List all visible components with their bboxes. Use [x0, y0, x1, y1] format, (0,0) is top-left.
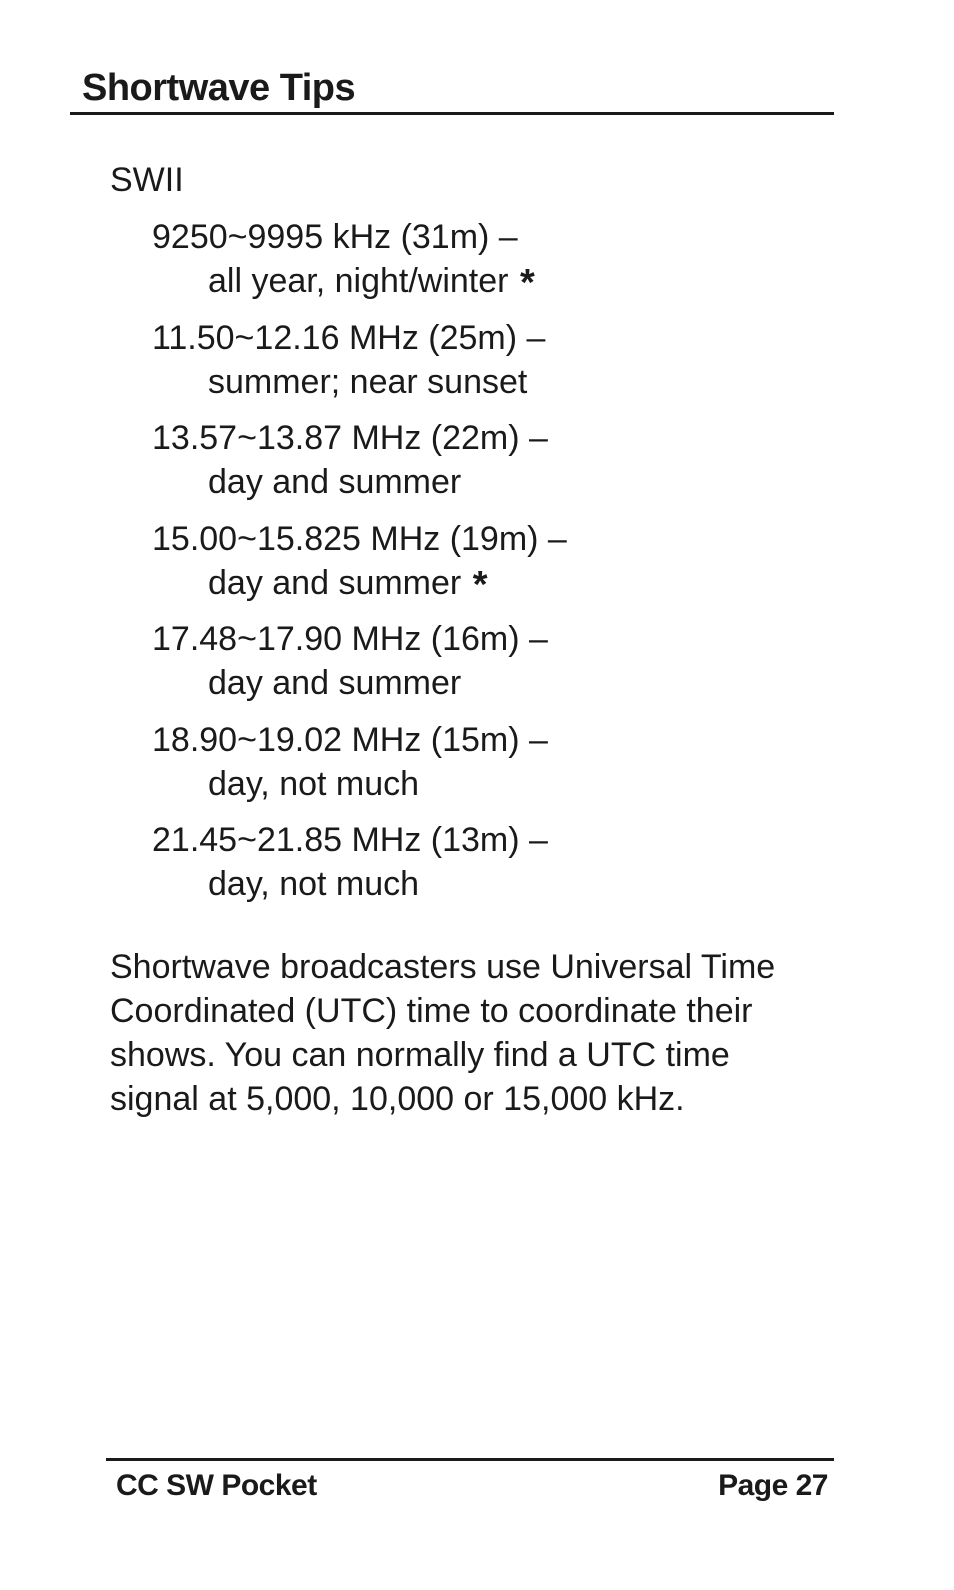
- band-note-text: all year, night/winter: [208, 262, 509, 300]
- band-note-text: day and summer: [208, 563, 462, 602]
- band-note-text: day, not much: [208, 865, 420, 903]
- band-note-text: day and summer: [208, 664, 462, 702]
- band-item: [152, 215, 852, 316]
- footer-publication: CC SW Pocket: [116, 1469, 317, 1502]
- band-note: [152, 762, 852, 806]
- band-item: [152, 818, 852, 919]
- page-title: Shortwave Tips: [82, 67, 356, 109]
- paragraph-line: shows. You can normally find a UTC time: [110, 1036, 730, 1074]
- band-note: [152, 259, 852, 303]
- band-note-text: day and summer: [208, 463, 462, 501]
- utc-info-paragraph: [110, 945, 850, 1121]
- band-note: [152, 561, 852, 605]
- band-frequency: 13.57~13.87 MHz (22m) –: [152, 419, 548, 457]
- asterisk-marker: *: [472, 563, 488, 606]
- footer-page-number: Page 27: [718, 1469, 828, 1502]
- band-note: [152, 460, 852, 504]
- page-header: [70, 62, 834, 115]
- band-list: [152, 215, 852, 919]
- paragraph-line: Shortwave broadcasters use Universal Time: [110, 948, 776, 986]
- paragraph-line: signal at 5,000, 10,000 or 15,000 kHz.: [110, 1080, 685, 1118]
- band-frequency: 15.00~15.825 MHz (19m) –: [152, 519, 567, 558]
- band-note-text: day, not much: [208, 764, 420, 803]
- band-note: [152, 360, 852, 404]
- band-note: [152, 862, 852, 906]
- band-note: [152, 661, 852, 705]
- band-item: [152, 517, 852, 618]
- asterisk-marker: *: [519, 262, 535, 304]
- band-frequency: 17.48~17.90 MHz (16m) –: [152, 620, 548, 658]
- footer-divider: [106, 1458, 834, 1461]
- band-frequency: 9250~9995 kHz (31m) –: [152, 218, 518, 256]
- band-frequency: 11.50~12.16 MHz (25m) –: [152, 318, 546, 357]
- band-item: [152, 617, 852, 718]
- paragraph-line: Coordinated (UTC) time to coordinate their: [110, 992, 753, 1030]
- band-item: [152, 416, 852, 517]
- band-frequency: 18.90~19.02 MHz (15m) –: [152, 720, 548, 759]
- band-item: [152, 316, 852, 417]
- section-title: SWII: [110, 161, 184, 199]
- band-frequency: 21.45~21.85 MHz (13m) –: [152, 821, 548, 859]
- band-item: [152, 718, 852, 819]
- band-note-text: summer; near sunset: [208, 362, 528, 401]
